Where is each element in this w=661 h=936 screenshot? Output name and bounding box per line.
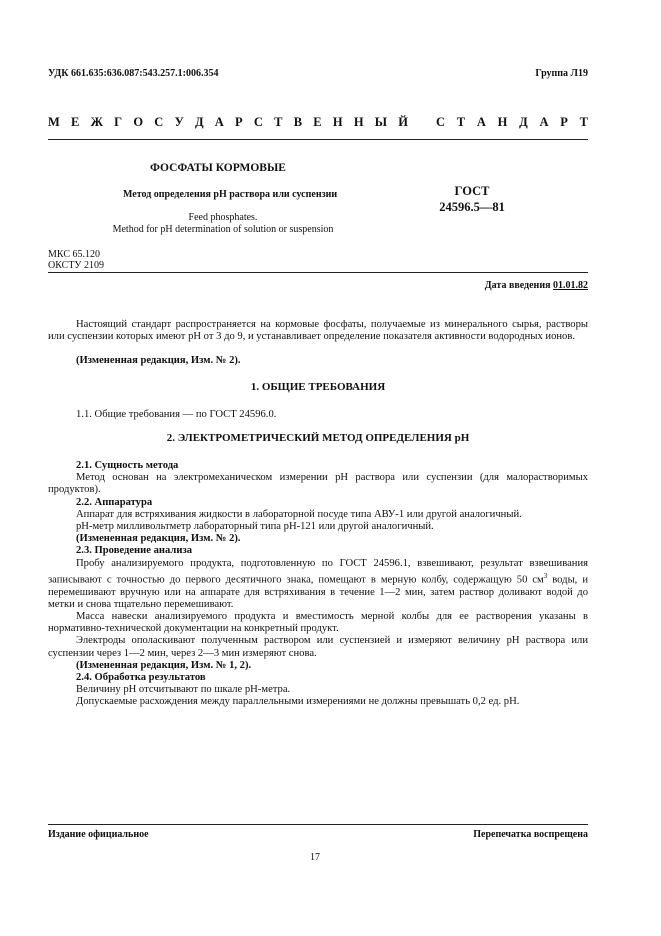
s22-text2: pH-метр милливольтметр лабораторный типа pH-121 или другой аналогичный. [76,521,434,533]
s23-text1a: Пробу анализируемого продукта, подготовленную по ГОСТ 24596.1, взвешивают, результат взвешивания записывают с точностью до первого десятичного знака, помещают в мерную колбу, содержащую 50 см [48,557,588,586]
section-2-heading: 2. ЭЛЕКТРОМЕТРИЧЕСКИЙ МЕТОД ОПРЕДЕЛЕНИЯ pH [166,432,470,444]
s23-text1-sup: 3 [543,571,548,580]
footer-official: Издание официальное [48,829,149,840]
s21-text: Метод основан на электромеханическом измерении pH раствора или суспензии (для малорастворимых продуктов). [48,472,588,496]
gost-label: ГОСТ [454,184,490,198]
s23-text3: Электроды ополаскивают полученным раствором или суспензией и измеряют величину pH раствора или суспензии через 1—2 мин, через 2—3 мин измеряют снова. [48,635,588,659]
intro-date-label: Дата введения [484,280,551,291]
intro-date-value: 01.01.82 [553,280,588,291]
okstu-code: ОКСТУ 2109 [48,260,105,271]
classifier-rule [48,272,588,273]
s24-text1: Величину pH отсчитывают по шкале pH-метра. [76,684,291,696]
english-title [78,212,368,236]
banner-standard: С Т А Н Д А Р Т [436,115,588,129]
section-1-1: 1.1. Общие требования — по ГОСТ 24596.0. [76,409,277,420]
s22-amendment: (Измененная редакция, Изм. № 2). [76,533,241,545]
s22-text1: Аппарат для встряхивания жидкости в лабораторной посуде типа АВУ-1 или другой аналогичный. [76,508,522,520]
s24-title: 2.4. Обработка результатов [76,671,206,683]
footer-reprint: Перепечатка воспрещена [473,829,588,840]
footer-rule [48,824,588,825]
intro-amendment: (Измененная редакция, Изм. № 2). [76,355,241,366]
intro-paragraph: Настоящий стандарт распространяется на кормовые фосфаты, получаемые из минерального сырья, растворы или суспензии которых имеют pH от 3 до 9, и устанавливает определение показателя активности водородных ионов. [48,319,588,343]
intro-date [485,280,588,291]
udc-code: УДК 661.635:636.087:543.257.1:006.354 [48,68,219,79]
gost-number: 24596.5—81 [439,200,505,214]
group-code: Группа Л19 [535,68,588,79]
s23-text1 [48,558,588,611]
document-title: ФОСФАТЫ КОРМОВЫЕ [150,162,286,174]
classifiers [48,249,104,271]
section-1-heading: 1. ОБЩИЕ ТРЕБОВАНИЯ [250,381,386,393]
section-2-body [48,460,588,709]
s24-text2: Допускаемые расхождения между параллельными измерениями не должны превышать 0,2 ед. pH. [76,696,520,708]
s22-title: 2.2. Аппаратура [76,496,153,508]
mks-code: МКС 65.120 [48,249,100,260]
page-number: 17 [310,852,320,863]
banner-interstate: М Е Ж Г О С У Д А Р С Т В Е Н Н Ы Й [48,115,408,129]
s23-amendment: (Измененная редакция, Изм. № 1, 2). [76,659,252,671]
banner-rule [48,139,588,140]
s23-title: 2.3. Проведение анализа [76,545,192,557]
s23-text1b: воды, и перемешивают вручную или на аппарате для встряхивания в течение 1—2 мин, затем раствор доливают водой до метки и снова тщательно перемешивают. [48,574,588,610]
s21-title: 2.1. Сущность метода [76,460,179,471]
document-subtitle: Метод определения pH раствора или суспензии [123,189,338,200]
gost-designation [432,183,512,215]
english-title-line1: Feed phosphates. [188,212,258,223]
s23-text2: Масса навески анализируемого продукта и вместимость мерной колбы для ее растворения указаны в нормативно-технической документации на конкретный продукт. [48,610,588,635]
english-title-line2: Method for pH determination of solution or suspension [112,224,334,235]
